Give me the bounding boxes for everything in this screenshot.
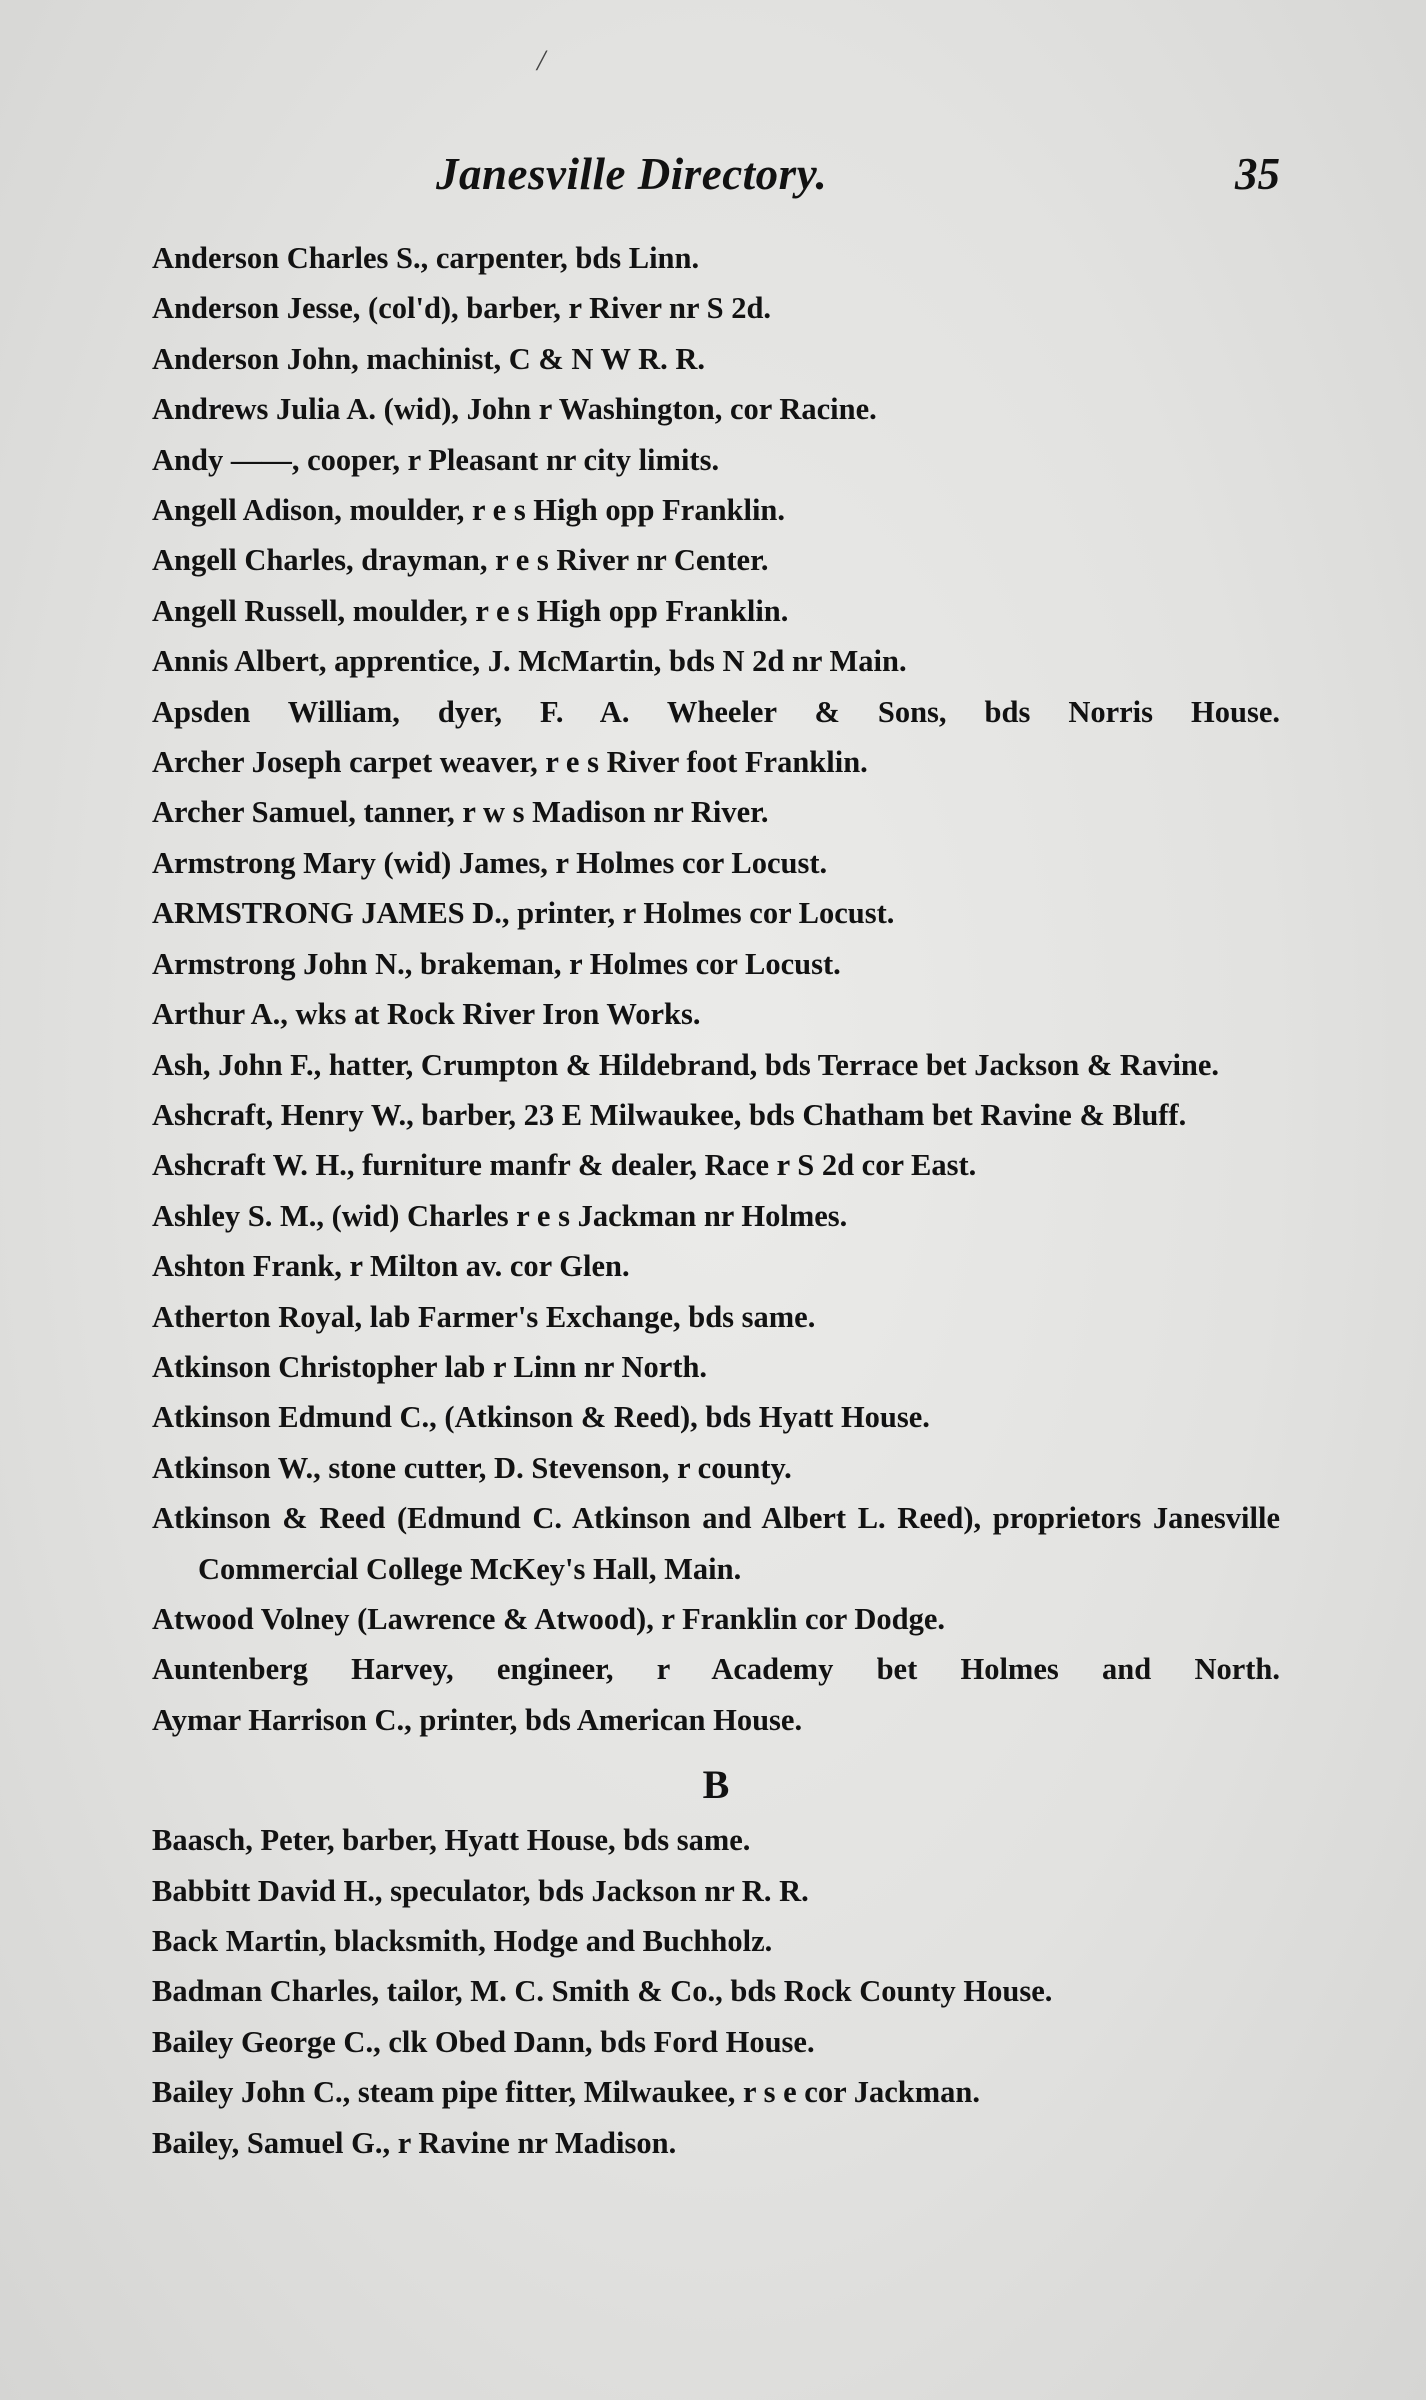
directory-entry: Andy ——, cooper, r Pleasant nr city limits. <box>152 442 720 477</box>
directory-entry: Arthur A., wks at Rock River Iron Works. <box>152 997 701 1032</box>
directory-entry: Ashcraft, Henry W., barber, 23 E Milwaukee, bds Chatham bet Ravine & Bluff. <box>152 1097 1187 1132</box>
directory-entry: Apsden William, dyer, F. A. Wheeler & Sons, bds Norris House. <box>152 694 1280 729</box>
directory-entry: Anderson John, machinist, C & N W R. R. <box>152 341 706 376</box>
directory-entry: Aymar Harrison C., printer, bds American House. <box>152 1702 803 1737</box>
directory-entry: Armstrong John N., brakeman, r Holmes cor Locust. <box>152 946 841 981</box>
directory-entry: Back Martin, blacksmith, Hodge and Buchholz. <box>152 1924 773 1958</box>
directory-entry: Atwood Volney (Lawrence & Atwood), r Franklin cor Dodge. <box>152 1601 945 1636</box>
directory-entry: Atkinson W., stone cutter, D. Stevenson, r county. <box>152 1450 792 1485</box>
directory-entries <box>152 233 1280 2168</box>
page-header <box>150 148 1280 210</box>
directory-entry: Atherton Royal, lab Farmer's Exchange, bds same. <box>152 1299 816 1334</box>
directory-entry: Bailey George C., clk Obed Dann, bds Ford House. <box>152 2024 815 2059</box>
directory-entry: ARMSTRONG JAMES D., printer, r Holmes cor Locust. <box>152 896 895 931</box>
directory-entry: Ashton Frank, r Milton av. cor Glen. <box>152 1249 630 1284</box>
directory-entry: Atkinson Christopher lab r Linn nr North. <box>152 1349 708 1384</box>
page-number: 35 <box>1235 149 1280 199</box>
directory-entry: Badman Charles, tailor, M. C. Smith & Co., bds Rock County House. <box>152 1974 1053 2009</box>
directory-entry: Anderson Charles S., carpenter, bds Linn. <box>152 241 700 275</box>
directory-entry: Bailey John C., steam pipe fitter, Milwaukee, r s e cor Jackman. <box>152 2075 980 2110</box>
directory-entry: Archer Samuel, tanner, r w s Madison nr River. <box>152 795 769 830</box>
directory-entry: Archer Joseph carpet weaver, r e s River foot Franklin. <box>152 745 868 780</box>
directory-entry: Baasch, Peter, barber, Hyatt House, bds same. <box>152 1823 751 1858</box>
directory-entry: Andrews Julia A. (wid), John r Washington, cor Racine. <box>152 392 877 427</box>
directory-entry: Armstrong Mary (wid) James, r Holmes cor Locust. <box>152 845 828 880</box>
directory-entry: Atkinson Edmund C., (Atkinson & Reed), bds Hyatt House. <box>152 1400 930 1435</box>
top-pencil-mark: / <box>537 44 546 77</box>
directory-entry: Bailey, Samuel G., r Ravine nr Madison. <box>152 2125 677 2160</box>
directory-entry: Babbitt David H., speculator, bds Jackson nr R. R. <box>152 1873 809 1908</box>
running-title: Janesville Directory. <box>436 149 828 199</box>
directory-entry: Annis Albert, apprentice, J. McMartin, bds N 2d nr Main. <box>152 644 907 679</box>
directory-entry: Anderson Jesse, (col'd), barber, r River nr S 2d. <box>152 291 772 326</box>
directory-entry: Ash, John F., hatter, Crumpton & Hildebrand, bds Terrace bet Jackson & Ravine. <box>152 1047 1220 1082</box>
directory-entry: Atkinson & Reed (Edmund C. Atkinson and Albert L. Reed), proprietors Janesville Commercial College McKey's Hall, Main. <box>152 1501 1280 1586</box>
section-letter-heading: B <box>702 1762 730 1808</box>
directory-entry: Angell Charles, drayman, r e s River nr Center. <box>152 543 769 578</box>
directory-entry: Ashcraft W. H., furniture manfr & dealer, Race r S 2d cor East. <box>152 1148 977 1183</box>
directory-entry: Angell Adison, moulder, r e s High opp Franklin. <box>152 493 786 528</box>
directory-entry: Angell Russell, moulder, r e s High opp Franklin. <box>152 593 789 628</box>
directory-entry: Auntenberg Harvey, engineer, r Academy bet Holmes and North. <box>152 1652 1280 1687</box>
directory-entry: Ashley S. M., (wid) Charles r e s Jackman nr Holmes. <box>152 1198 848 1233</box>
